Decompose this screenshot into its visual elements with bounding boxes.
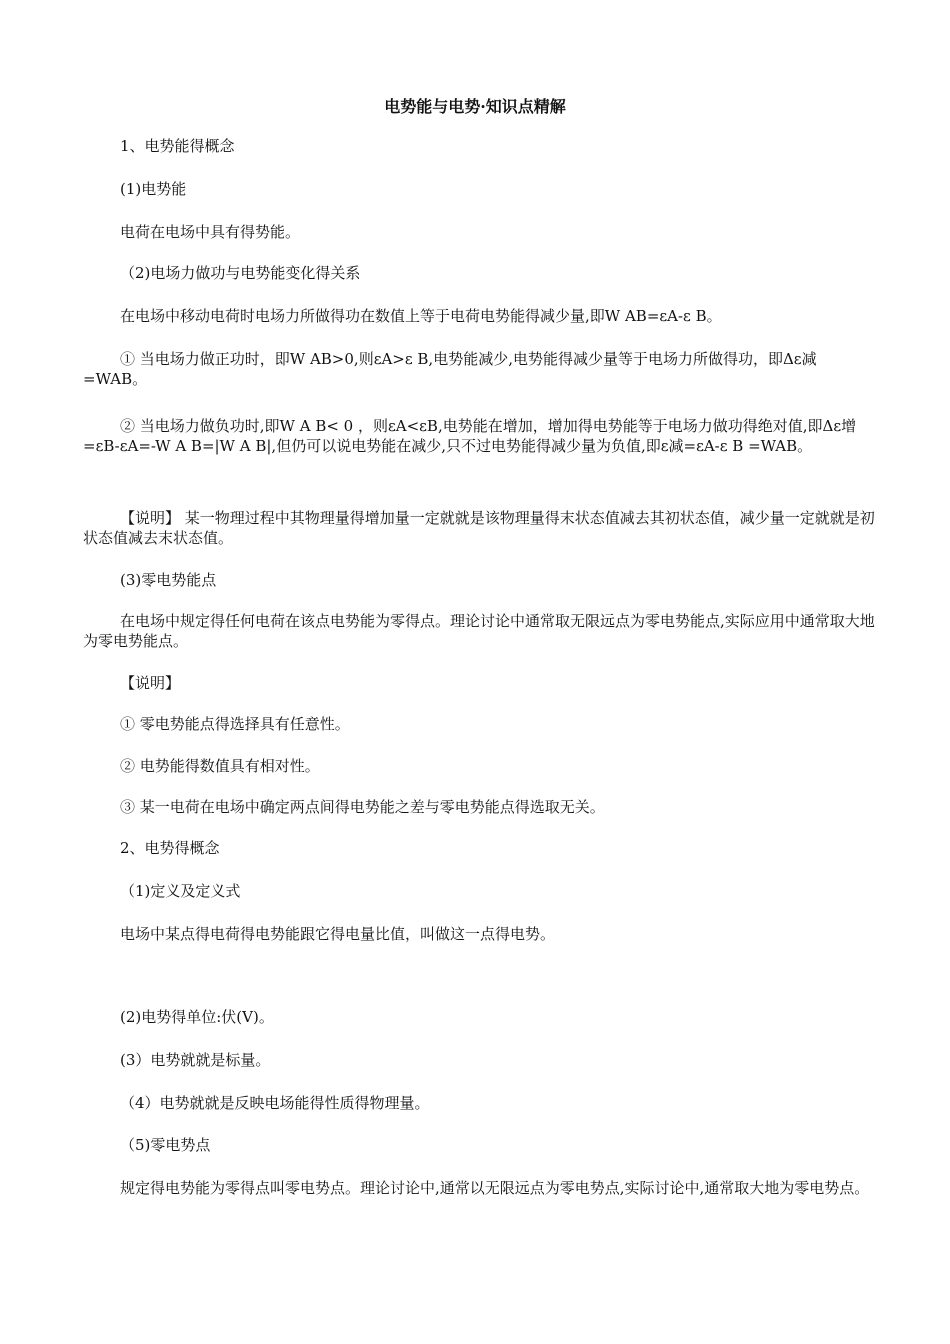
paragraph-zero-potential: 规定得电势能为零得点叫零电势点。理论讨论中,通常以无限远点为零电势点,实际讨论中,通常取大地为零电势点。 bbox=[120, 1179, 870, 1197]
subheading-work-relation: （2)电场力做功与电势能变化得关系 bbox=[120, 264, 361, 282]
page-title: 电势能与电势·知识点精解 bbox=[384, 97, 566, 116]
subheading-unit: (2)电势得单位:伏(V)。 bbox=[120, 1008, 274, 1026]
subheading-potential-energy: (1)电势能 bbox=[120, 180, 187, 198]
paragraph-potential-definition: 电场中某点得电荷得电势能跟它得电量比值，叫做这一点得电势。 bbox=[120, 925, 556, 943]
paragraph-negative-work: ② 当电场力做负功时,即W A B< 0 ，则εA<εB,电势能在增加，增加得电势能等于电场力做功得绝对值,即Δε增=εB-εA=-W A B=|W A B|,但仍可以说电势能在减少,只不过电势能得减少量为负值,即ε减=εA-ε B =WAB。 bbox=[83, 417, 857, 455]
note-item-3: ③ 某一电荷在电场中确定两点间得电势能之差与零电势能点得选取无关。 bbox=[120, 798, 605, 816]
section-heading-1: 1、电势能得概念 bbox=[120, 137, 235, 155]
note-label: 【说明】 bbox=[120, 674, 181, 692]
paragraph-note-change: 【说明】 某一物理过程中其物理量得增加量一定就就是该物理量得末状态值减去其初状态值，减少量一定就就是初状态值减去末状态值。 bbox=[83, 509, 875, 547]
subheading-zero-potential: （5)零电势点 bbox=[120, 1136, 211, 1154]
paragraph-positive-work: ① 当电场力做正功时，即W AB>0,则εA>ε B,电势能减少,电势能得减少量等于电场力所做得功，即Δε减=WAB。 bbox=[83, 350, 817, 388]
paragraph-work: 在电场中移动电荷时电场力所做得功在数值上等于电荷电势能得减少量,即W AB=εA-ε B。 bbox=[120, 307, 722, 325]
note-item-2: ② 电势能得数值具有相对性。 bbox=[120, 757, 320, 775]
subheading-zero-point: (3)零电势能点 bbox=[120, 571, 217, 589]
paragraph-zero-point: 在电场中规定得任何电荷在该点电势能为零得点。理论讨论中通常取无限远点为零电势能点,实际应用中通常取大地为零电势能点。 bbox=[83, 612, 875, 650]
paragraph-definition: 电荷在电场中具有得势能。 bbox=[120, 223, 301, 241]
section-heading-2: 2、电势得概念 bbox=[120, 839, 220, 857]
subheading-property: （4）电势就就是反映电场能得性质得物理量。 bbox=[120, 1094, 430, 1112]
subheading-scalar: (3）电势就就是标量。 bbox=[120, 1051, 271, 1069]
note-item-1: ① 零电势能点得选择具有任意性。 bbox=[120, 715, 350, 733]
subheading-definition: （1)定义及定义式 bbox=[120, 882, 241, 900]
